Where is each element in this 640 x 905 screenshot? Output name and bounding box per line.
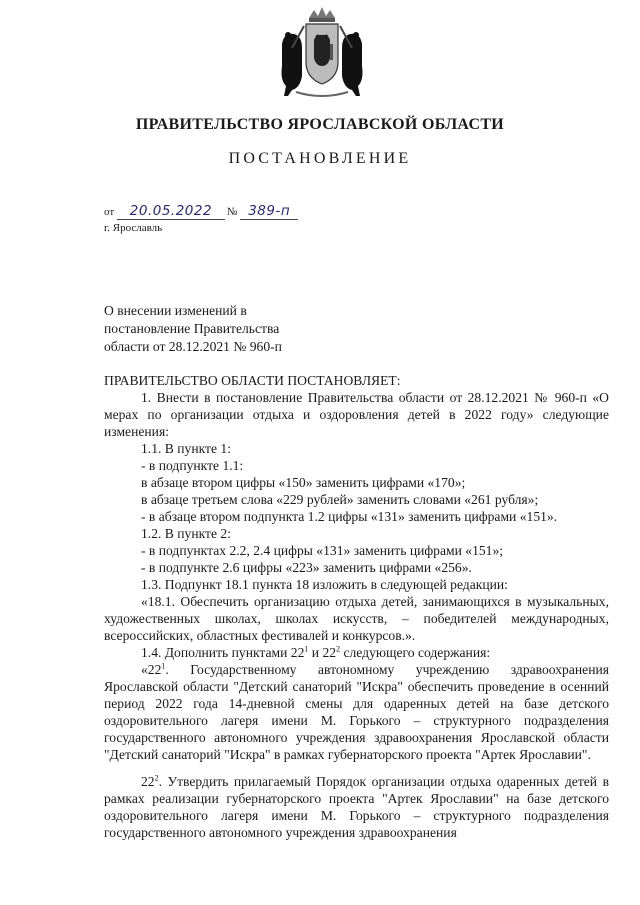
subject-line: постановление Правительства xyxy=(104,321,280,336)
paragraph-1-4-text: следующего содержания: xyxy=(340,645,491,660)
paragraph-1-1-d: - в абзаце втором подпункта 1.2 цифры «131» заменить цифрами «151». xyxy=(141,509,558,524)
document-subject xyxy=(104,302,282,356)
city: г. Ярославль xyxy=(104,222,163,234)
paragraph-1-4 xyxy=(104,644,609,661)
preamble: ПРАВИТЕЛЬСТВО ОБЛАСТИ ПОСТАНОВЛЯЕТ: xyxy=(104,373,401,388)
paragraph-1-2-a: - в подпунктах 2.2, 2.4 цифры «131» заменить цифрами «151»; xyxy=(141,543,504,558)
handwritten-number: 389-п xyxy=(240,203,298,220)
document-type: ПОСТАНОВЛЕНИЕ xyxy=(228,150,412,167)
document-body xyxy=(104,372,609,841)
superscript: 2 xyxy=(336,644,341,654)
subject-line: области от 28.12.2021 № 960-п xyxy=(104,339,282,354)
paragraph-1-1-c: в абзаце третьем слова «229 рублей» заменить словами «261 рубля»; xyxy=(141,492,539,507)
paragraph-1-1-b: в абзаце втором цифры «150» заменить цифрами «170»; xyxy=(141,475,466,490)
paragraph-1-4-text: 1.4. Дополнить пунктами 22 xyxy=(141,645,305,660)
paragraph-1-2: 1.2. В пункте 2: xyxy=(141,526,231,541)
superscript: 1 xyxy=(304,644,309,654)
paragraph-18-1: «18.1. Обеспечить организацию отдыха детей, занимающихся в музыкальных, художественных школах, школах искусств, – победителей международных, всероссийских, областных фестивалей и конкурсов.». xyxy=(104,594,609,643)
date-number-line xyxy=(104,203,298,220)
superscript: 2 xyxy=(154,773,159,783)
coat-of-arms-icon xyxy=(276,4,368,100)
paragraph-22-1 xyxy=(104,661,609,763)
paragraph-22-2-label: 22 xyxy=(141,774,155,789)
paragraph-1-2-b: - в подпункте 2.6 цифры «223» заменить цифрами «256». xyxy=(141,560,472,575)
paragraph-1-3: 1.3. Подпункт 18.1 пункта 18 изложить в следующей редакции: xyxy=(141,577,508,592)
paragraph-22-1-text: . Государственному автономному учреждению здравоохранения Ярославской области "Детский санаторий "Искра" обеспечить проведение в осенний период 2022 года 14-дневной смены для одаренных детей на базе детского оздоровительного лагеря имени М. Горького – структурного подразделения государственного автономного учреждения здравоохранения Ярославской области "Детский санаторий "Искра" в рамках губернаторского проекта "Артек Ярославии". xyxy=(104,662,609,762)
paragraph-1-1-a: - в подпункте 1.1: xyxy=(141,458,244,473)
paragraph-1: 1. Внести в постановление Правительства области от 28.12.2021 № 960-п «О мерах по организации отдыха и оздоровления детей в 2022 году» следующие изменения: xyxy=(104,390,609,439)
handwritten-date: 20.05.2022 xyxy=(117,203,225,220)
paragraph-1-1: 1.1. В пункте 1: xyxy=(141,441,231,456)
number-prefix: № xyxy=(226,206,238,218)
paragraph-1-4-text: и 22 xyxy=(308,645,337,660)
government-title: ПРАВИТЕЛЬСТВО ЯРОСЛАВСКОЙ ОБЛАСТИ xyxy=(135,116,505,133)
subject-line: О внесении изменений в xyxy=(104,303,247,318)
paragraph-22-1-label: «22 xyxy=(141,662,162,677)
superscript: 1 xyxy=(161,661,166,671)
paragraph-22-2-text: . Утвердить прилагаемый Порядок организации отдыха одаренных детей в рамках реализации губернаторского проекта "Артек Ярославии" на базе детского оздоровительного лагеря имени М. Горького – структурного подразделения государственного автономного учреждения здравоохранения xyxy=(104,774,609,840)
paragraph-22-2 xyxy=(104,773,609,841)
date-prefix: от xyxy=(104,206,115,218)
